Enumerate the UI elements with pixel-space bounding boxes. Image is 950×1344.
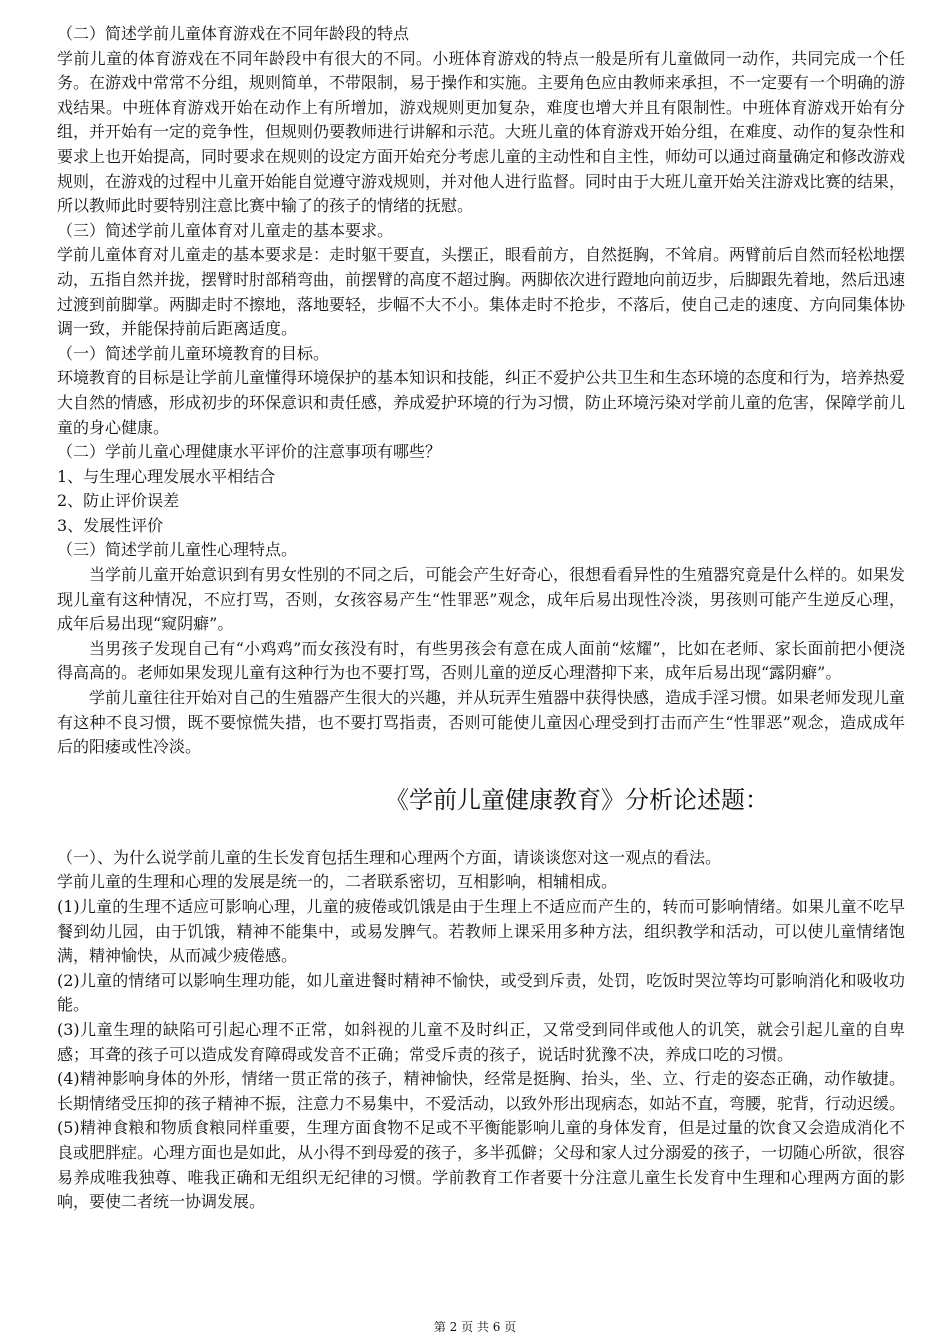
sex-title: （三）简述学前儿童性心理特点。 — [57, 540, 298, 560]
env-answer: 环境教育的目标是让学前儿童懂得环境保护的基本知识和技能，纠正不爱护公共卫生和生态环境的态度和行为，培养热爱大自然的情感，形成初步的环保意识和责任感，养成爱护环境的行为习惯，防止环境污染对学前儿童的危害，保障学前儿童的身心健康。 — [57, 368, 906, 437]
analysis-point-5: (5)精神食粮和物质食粮同样重要，生理方面食物不足或不平衡能影响儿童的身体发育，但是过量的饮食又会造成消化不良或肥胖症。心理方面也是如此，从小得不到母爱的孩子，多半孤僻；父母和家人过分溺爱的孩子，一切随心所欲，很容易养成唯我独尊、唯我正确和无组织无纪律的习惯。学前教育工作者要十分注意儿童生长发育中生理和心理两方面的影响，要使二者统一协调发展。 — [57, 1118, 906, 1212]
analysis-point-1: (1)儿童的生理不适应可影响心理，儿童的疲倦或饥饿是由于生理上不适应而产生的，转而可影响情绪。如果儿童不吃早餐到幼儿园，由于饥饿，精神不能集中，或易发脾气。若教师上课采用多种方法，组织教学和活动，可以使儿童情绪饱满，精神愉快，从而减少疲倦感。 — [57, 897, 905, 966]
eval-item: 1、与生理心理发展水平相结合 — [57, 466, 276, 486]
q3-answer: 学前儿童体育对儿童走的基本要求是：走时躯干要直，头摆正，眼看前方，自然挺胸，不耸肩。两臂前后自然而轻松地摆动，五指自然并拢，摆臂时肘部稍弯曲，前摆臂的高度不超过胸。两脚依次进行蹬地向前迈步，后脚跟先着地，然后迅速过渡到前脚掌。两脚走时不擦地，落地要轻，步幅不大不小。集体走时不抢步，不落后，使自己走的速度、方向同集体协调一致，并能保持前后距离适度。 — [57, 245, 906, 339]
eval-item: 2、防止评价误差 — [57, 491, 180, 511]
section-heading: 《学前儿童健康教育》分析论述题： — [385, 785, 769, 814]
q2-answer: 学前儿童的体育游戏在不同年龄段中有很大的不同。小班体育游戏的特点一般是所有儿童做同一动作，共同完成一个任务。在游戏中常常不分组，规则简单，不带限制，易于操作和实施。主要角色应由教师来承担，不一定要有一个明确的游戏结果。中班体育游戏开始在动作上有所增加，游戏规则更加复杂，难度也增大并且有限制性。中班体育游戏开始有分组，并开始有一定的竞争性，但规则仍要教师进行讲解和示范。大班儿童的体育游戏开始分组，在难度、动作的复杂性和要求上也开始提高，同时要求在规则的设定方面开始充分考虑儿童的主动性和自主性，师幼可以通过商量确定和修改游戏规则，在游戏的过程中儿童开始能自觉遵守游戏规则，并对他人进行监督。同时由于大班儿童开始关注游戏比赛的结果，所以教师此时要特别注意比赛中输了的孩子的情绪的抚慰。 — [57, 48, 906, 216]
analysis-point-3: (3)儿童生理的缺陷可引起心理不正常，如斜视的儿童不及时纠正，又常受到同伴或他人的讥笑，就会引起儿童的自卑感；耳聋的孩子可以造成发育障碍或发音不正确；常受斥责的孩子，说话时犹豫不决，养成口吃的习惯。 — [57, 1019, 905, 1064]
eval-item: 3、发展性评价 — [57, 515, 164, 535]
document-page — [57, 22, 905, 1215]
section-heading-wrap — [57, 760, 905, 846]
q2-title: （二）简述学前儿童体育游戏在不同年龄段的特点 — [57, 24, 410, 43]
env-title: （一）简述学前儿童环境教育的目标。 — [57, 343, 330, 363]
analysis-point-4: (4)精神影响身体的外形，情绪一贯正常的孩子，精神愉快，经常是挺胸、抬头，坐、立、行走的姿态正确，动作敏捷。长期情绪受压抑的孩子精神不振，注意力不易集中，不爱活动，以致外形出现病态，如站不直，弯腰，驼背，行动迟缓。 — [57, 1069, 906, 1113]
eval-title: （二）学前儿童心理健康水平评价的注意事项有哪些？ — [57, 442, 442, 462]
analysis-point-2: (2)儿童的情绪可以影响生理功能，如儿童进餐时精神不愉快，或受到斥责，处罚，吃饭时哭泣等均可影响消化和吸收功能。 — [57, 970, 905, 1015]
sex-paragraph-3: 学前儿童往往开始对自己的生殖器产生很大的兴趣，并从玩弄生殖器中获得快感，造成手淫习惯。如果老师发现儿童有这种不良习惯，既不要惊慌失措，也不要打骂指责，否则可能使儿童因心理受到打击而产生“性罪恶”观念，造成成年后的阳痿或性冷淡。 — [57, 688, 906, 757]
analysis-section — [57, 846, 905, 1215]
sex-paragraph-1: 当学前儿童开始意识到有男女性别的不同之后，可能会产生好奇心，很想看看异性的生殖器究竟是什么样的。如果发现儿童有这种情况，不应打骂，否则，女孩容易产生“性罪恶”观念，成年后易出现性冷淡，男孩则可能产生逆反心理，成年后易出现“窥阴癖”。 — [57, 565, 906, 634]
sex-paragraph-2: 当男孩子发现自己有“小鸡鸡”而女孩没有时，有些男孩会有意在成人面前“炫耀”，比如在老师、家长面前把小便浇得高高的。老师如果发现儿童有这种行为也不要打骂，否则儿童的逆反心理潜抑下来，成年后易出现“露阴癖”。 — [57, 638, 905, 683]
q3-title: （三）简述学前儿童体育对儿童走的基本要求。 — [57, 220, 394, 240]
page-footer: 第 2 页 共 6 页 — [433, 1320, 517, 1334]
analysis-intro: 学前儿童的生理和心理的发展是统一的，二者联系密切，互相影响，相辅相成。 — [57, 872, 618, 892]
analysis-question-title: （一）、为什么说学前儿童的生长发育包括生理和心理两个方面，请谈谈您对这一观点的看法。 — [57, 847, 722, 867]
